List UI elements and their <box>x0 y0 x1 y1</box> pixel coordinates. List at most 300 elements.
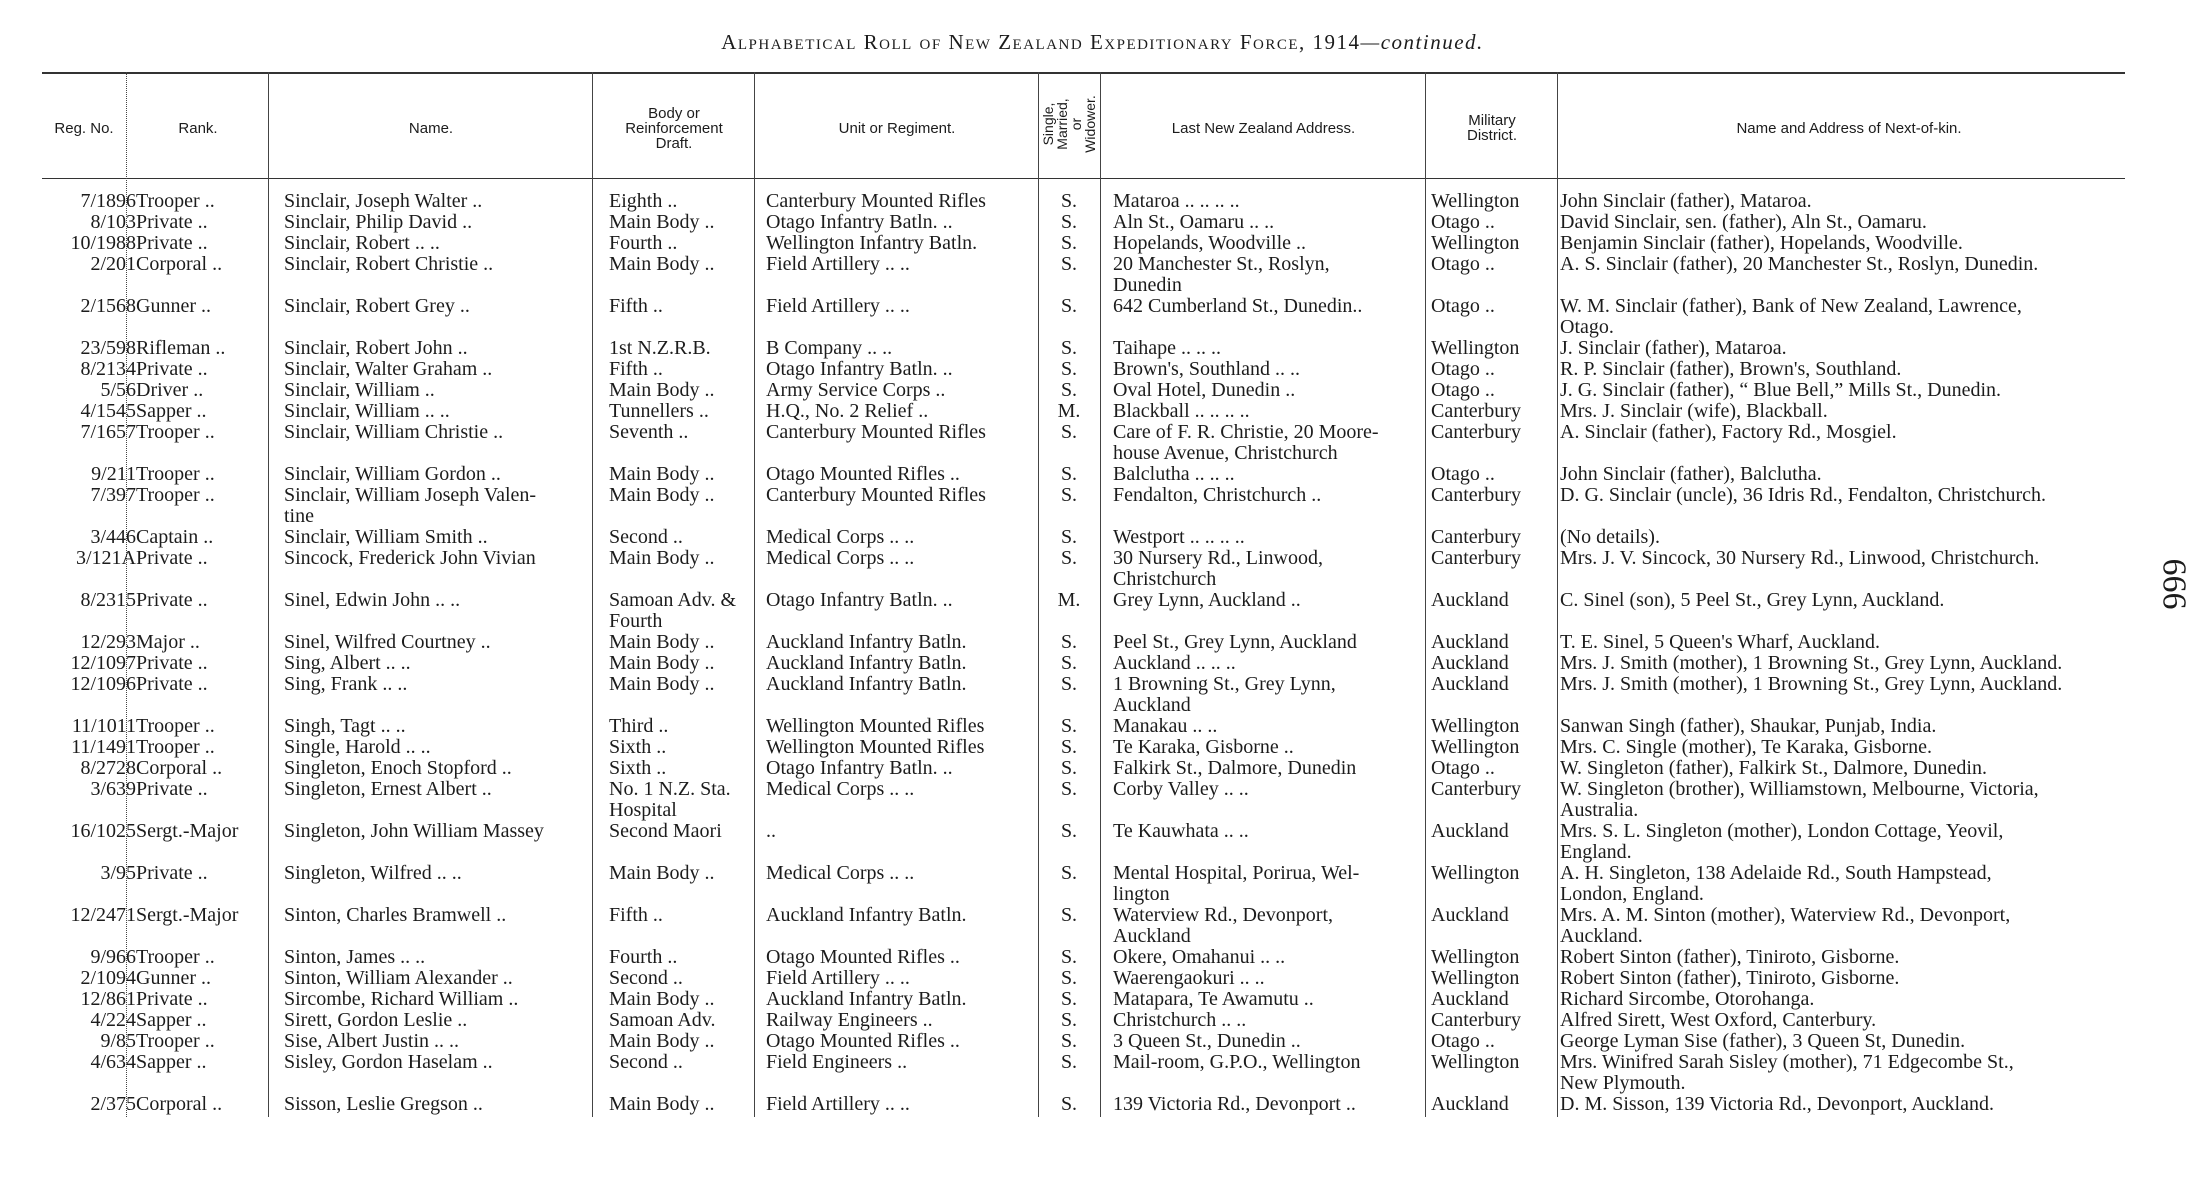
header-bottom-rule <box>42 178 2125 179</box>
cell-rank: Trooper .. <box>136 715 215 737</box>
header-address: Last New Zealand Address. <box>1171 119 1356 137</box>
cell-body-draft: Main Body .. <box>609 484 715 506</box>
cell-body-draft: Sixth .. <box>609 736 667 758</box>
cell-reg-no: 16/1025 <box>70 820 136 842</box>
cell-next-of-kin: Mrs. J. Sinclair (wife), Blackball. <box>1560 400 1828 422</box>
cell-rank: Sapper .. <box>136 400 207 422</box>
cell-rank: Captain .. <box>136 526 214 548</box>
cell-name: Sinclair, Robert Christie .. <box>284 253 494 275</box>
cell-unit: Canterbury Mounted Rifles <box>766 190 986 212</box>
page-title-continued: —continued. <box>1360 30 1484 54</box>
cell-next-of-kin: Mrs. S. L. Singleton (mother), London Cottage, Yeovil, England. <box>1560 820 2004 863</box>
cell-unit: B Company .. .. <box>766 337 893 359</box>
cell-unit: Medical Corps .. .. <box>766 862 915 884</box>
cell-address: Oval Hotel, Dunedin .. <box>1113 379 1296 401</box>
cell-district: Otago .. <box>1431 1030 1495 1052</box>
cell-body-draft: Main Body .. <box>609 379 715 401</box>
cell-next-of-kin: Benjamin Sinclair (father), Hopelands, Woodville. <box>1560 232 1963 254</box>
cell-name: Singleton, Ernest Albert .. <box>284 778 492 800</box>
cell-rank: Sapper .. <box>136 1051 207 1073</box>
cell-next-of-kin: Mrs. C. Single (mother), Te Karaka, Gisborne. <box>1560 736 1933 758</box>
cell-address: Christchurch .. .. <box>1113 1009 1247 1031</box>
cell-body-draft: Second .. <box>609 967 683 989</box>
header-marital-status <box>1040 74 1098 174</box>
cell-next-of-kin: Alfred Sirett, West Oxford, Canterbury. <box>1560 1009 1877 1031</box>
cell-address: Blackball .. .. .. .. <box>1113 400 1250 422</box>
cell-next-of-kin: (No details). <box>1560 526 1660 548</box>
cell-rank: Corporal .. <box>136 757 223 779</box>
cell-district: Canterbury <box>1431 1009 1521 1031</box>
cell-unit: Otago Mounted Rifles .. <box>766 463 960 485</box>
cell-marital-status: S. <box>1060 820 1078 842</box>
cell-district: Auckland <box>1431 589 1509 611</box>
cell-next-of-kin: A. S. Sinclair (father), 20 Manchester St., Roslyn, Dunedin. <box>1560 253 2039 275</box>
cell-rank: Major .. <box>136 631 200 653</box>
cell-reg-no: 12/861 <box>80 988 136 1010</box>
header-name: Name. <box>408 119 454 137</box>
cell-reg-no: 3/95 <box>100 862 136 884</box>
cell-unit: Auckland Infantry Batln. <box>766 631 967 653</box>
cell-marital-status: S. <box>1060 1051 1078 1073</box>
header-next-of-kin: Name and Address of Next-of-kin. <box>1736 119 1962 137</box>
cell-address: Fendalton, Christchurch .. <box>1113 484 1322 506</box>
cell-body-draft: Main Body .. <box>609 673 715 695</box>
cell-reg-no: 12/293 <box>80 631 136 653</box>
cell-marital-status: S. <box>1060 736 1078 758</box>
cell-rank: Gunner .. <box>136 295 211 317</box>
cell-reg-no: 23/598 <box>80 337 136 359</box>
cell-district: Auckland <box>1431 631 1509 653</box>
table-row <box>0 1052 2205 1092</box>
cell-reg-no: 7/1896 <box>80 190 136 212</box>
cell-name: Sinton, James .. .. <box>284 946 426 968</box>
cell-body-draft: Eighth .. <box>609 190 678 212</box>
cell-rank: Trooper .. <box>136 190 215 212</box>
cell-rank: Private .. <box>136 589 208 611</box>
cell-body-draft: Main Body .. <box>609 652 715 674</box>
cell-address: Auckland .. .. .. <box>1113 652 1236 674</box>
cell-address: Peel St., Grey Lynn, Auckland <box>1113 631 1357 653</box>
cell-name: Sirett, Gordon Leslie .. <box>284 1009 468 1031</box>
cell-district: Canterbury <box>1431 778 1521 800</box>
cell-unit: Canterbury Mounted Rifles <box>766 484 986 506</box>
table-row <box>0 1094 2205 1134</box>
cell-next-of-kin: Mrs. J. Smith (mother), 1 Browning St., Grey Lynn, Auckland. <box>1560 652 2063 674</box>
cell-name: Singleton, Wilfred .. .. <box>284 862 462 884</box>
cell-name: Sinclair, William Gordon .. <box>284 463 501 485</box>
cell-address: 642 Cumberland St., Dunedin.. <box>1113 295 1363 317</box>
cell-address: Brown's, Southland .. .. <box>1113 358 1300 380</box>
cell-rank: Private .. <box>136 211 208 233</box>
cell-unit: Auckland Infantry Batln. <box>766 652 967 674</box>
table-row <box>0 674 2205 714</box>
cell-name: Sinclair, Joseph Walter .. <box>284 190 483 212</box>
cell-next-of-kin: W. M. Sinclair (father), Bank of New Zealand, Lawrence, Otago. <box>1560 295 2022 338</box>
cell-body-draft: Fifth .. <box>609 295 663 317</box>
cell-marital-status: S. <box>1060 778 1078 800</box>
cell-rank: Sapper .. <box>136 1009 207 1031</box>
cell-body-draft: Tunnellers .. <box>609 400 709 422</box>
cell-body-draft: Main Body .. <box>609 211 715 233</box>
cell-address: Care of F. R. Christie, 20 Moore- house Avenue, Christchurch <box>1113 421 1379 464</box>
cell-next-of-kin: Mrs. J. V. Sincock, 30 Nursery Rd., Linwood, Christchurch. <box>1560 547 2040 569</box>
cell-unit: Medical Corps .. .. <box>766 526 915 548</box>
cell-unit: Otago Infantry Batln. .. <box>766 757 953 779</box>
cell-rank: Driver .. <box>136 379 204 401</box>
cell-next-of-kin: W. Singleton (brother), Williamstown, Melbourne, Victoria, Australia. <box>1560 778 2039 821</box>
cell-district: Wellington <box>1431 946 1520 968</box>
cell-district: Otago .. <box>1431 358 1495 380</box>
cell-address: Waerengaokuri .. .. <box>1113 967 1265 989</box>
cell-reg-no: 7/1657 <box>80 421 136 443</box>
cell-marital-status: S. <box>1060 652 1078 674</box>
header-unit: Unit or Regiment. <box>838 119 956 137</box>
cell-reg-no: 2/201 <box>90 253 136 275</box>
cell-marital-status: S. <box>1060 547 1078 569</box>
cell-unit: Otago Infantry Batln. .. <box>766 358 953 380</box>
cell-next-of-kin: A. H. Singleton, 138 Adelaide Rd., South Hampstead, London, England. <box>1560 862 1992 905</box>
cell-reg-no: 2/1094 <box>80 967 136 989</box>
cell-reg-no: 4/224 <box>90 1009 136 1031</box>
cell-marital-status: M. <box>1057 589 1081 611</box>
cell-rank: Corporal .. <box>136 1093 223 1115</box>
cell-name: Singh, Tagt .. .. <box>284 715 406 737</box>
cell-address: Te Karaka, Gisborne .. <box>1113 736 1294 758</box>
cell-marital-status: S. <box>1060 295 1078 317</box>
cell-address: Taihape .. .. .. <box>1113 337 1222 359</box>
cell-name: Singleton, Enoch Stopford .. <box>284 757 512 779</box>
cell-address: Mail-room, G.P.O., Wellington <box>1113 1051 1361 1073</box>
cell-next-of-kin: David Sinclair, sen. (father), Aln St., Oamaru. <box>1560 211 1927 233</box>
cell-next-of-kin: Robert Sinton (father), Tiniroto, Gisborne. <box>1560 967 1900 989</box>
cell-unit: Wellington Mounted Rifles <box>766 715 985 737</box>
cell-district: Canterbury <box>1431 547 1521 569</box>
cell-name: Singleton, John William Massey <box>284 820 544 842</box>
cell-district: Otago .. <box>1431 379 1495 401</box>
cell-unit: Wellington Infantry Batln. <box>766 232 978 254</box>
cell-reg-no: 11/1491 <box>71 736 136 758</box>
header-district: Military District. <box>1467 112 1517 144</box>
cell-next-of-kin: John Sinclair (father), Balclutha. <box>1560 463 1822 485</box>
cell-marital-status: S. <box>1060 967 1078 989</box>
cell-name: Sinclair, Walter Graham .. <box>284 358 493 380</box>
cell-district: Wellington <box>1431 715 1520 737</box>
cell-reg-no: 3/121A <box>76 547 136 569</box>
cell-name: Sing, Albert .. .. <box>284 652 411 674</box>
cell-marital-status: S. <box>1060 190 1078 212</box>
cell-address: 1 Browning St., Grey Lynn, Auckland <box>1113 673 1336 716</box>
cell-name: Sise, Albert Justin .. .. <box>284 1030 460 1052</box>
cell-rank: Private .. <box>136 547 208 569</box>
cell-district: Canterbury <box>1431 421 1521 443</box>
cell-marital-status: S. <box>1060 421 1078 443</box>
cell-body-draft: Main Body .. <box>609 862 715 884</box>
cell-district: Auckland <box>1431 904 1509 926</box>
cell-reg-no: 8/2315 <box>80 589 136 611</box>
cell-rank: Trooper .. <box>136 1030 215 1052</box>
table-row <box>0 485 2205 525</box>
cell-name: Sircombe, Richard William .. <box>284 988 519 1010</box>
cell-address: Waterview Rd., Devonport, Auckland <box>1113 904 1333 947</box>
cell-district: Canterbury <box>1431 526 1521 548</box>
cell-name: Sinclair, Robert .. .. <box>284 232 440 254</box>
cell-address: Okere, Omahanui .. .. <box>1113 946 1286 968</box>
cell-district: Canterbury <box>1431 400 1521 422</box>
cell-name: Single, Harold .. .. <box>284 736 431 758</box>
cell-unit: Otago Mounted Rifles .. <box>766 1030 960 1052</box>
cell-next-of-kin: Richard Sircombe, Otorohanga. <box>1560 988 1815 1010</box>
cell-rank: Private .. <box>136 778 208 800</box>
cell-next-of-kin: R. P. Sinclair (father), Brown's, Southland. <box>1560 358 1902 380</box>
cell-address: Balclutha .. .. .. <box>1113 463 1235 485</box>
cell-district: Wellington <box>1431 232 1520 254</box>
cell-next-of-kin: John Sinclair (father), Mataroa. <box>1560 190 1812 212</box>
cell-address: Mataroa .. .. .. .. <box>1113 190 1240 212</box>
cell-district: Canterbury <box>1431 484 1521 506</box>
cell-name: Sing, Frank .. .. <box>284 673 408 695</box>
cell-next-of-kin: W. Singleton (father), Falkirk St., Dalmore, Dunedin. <box>1560 757 1987 779</box>
cell-marital-status: S. <box>1060 232 1078 254</box>
cell-next-of-kin: Robert Sinton (father), Tiniroto, Gisborne. <box>1560 946 1900 968</box>
cell-district: Wellington <box>1431 190 1520 212</box>
cell-marital-status: S. <box>1060 1009 1078 1031</box>
page-number: 666 <box>2155 558 2193 610</box>
cell-reg-no: 11/1011 <box>71 715 136 737</box>
cell-unit: Field Artillery .. .. <box>766 295 910 317</box>
cell-next-of-kin: J. G. Sinclair (father), “ Blue Bell,” Mills St., Dunedin. <box>1560 379 2002 401</box>
cell-district: Wellington <box>1431 736 1520 758</box>
cell-unit: Otago Infantry Batln. .. <box>766 211 953 233</box>
cell-name: Sinclair, Robert Grey .. <box>284 295 470 317</box>
cell-reg-no: 9/966 <box>90 946 136 968</box>
cell-body-draft: No. 1 N.Z. Sta. Hospital <box>609 778 731 821</box>
cell-name: Sisson, Leslie Gregson .. <box>284 1093 483 1115</box>
cell-address: Falkirk St., Dalmore, Dunedin <box>1113 757 1357 779</box>
cell-rank: Corporal .. <box>136 253 223 275</box>
cell-body-draft: Main Body .. <box>609 1030 715 1052</box>
cell-district: Wellington <box>1431 967 1520 989</box>
cell-unit: Field Artillery .. .. <box>766 967 910 989</box>
table-row <box>0 779 2205 819</box>
cell-rank: Private .. <box>136 652 208 674</box>
cell-reg-no: 12/1096 <box>70 673 136 695</box>
cell-reg-no: 8/2728 <box>80 757 136 779</box>
cell-rank: Trooper .. <box>136 484 215 506</box>
cell-next-of-kin: D. G. Sinclair (uncle), 36 Idris Rd., Fendalton, Christchurch. <box>1560 484 2047 506</box>
cell-reg-no: 9/211 <box>91 463 136 485</box>
cell-address: Hopelands, Woodville .. <box>1113 232 1306 254</box>
cell-body-draft: Main Body .. <box>609 631 715 653</box>
cell-reg-no: 8/103 <box>90 211 136 233</box>
cell-marital-status: S. <box>1060 463 1078 485</box>
cell-district: Auckland <box>1431 820 1509 842</box>
cell-rank: Trooper .. <box>136 463 215 485</box>
cell-district: Auckland <box>1431 988 1509 1010</box>
cell-name: Sinclair, William .. <box>284 379 435 401</box>
cell-unit: Field Artillery .. .. <box>766 1093 910 1115</box>
cell-rank: Trooper .. <box>136 946 215 968</box>
table-row <box>0 296 2205 336</box>
header-marital-status-label: Single, Married, or Widower. <box>1040 95 1098 153</box>
cell-name: Sinclair, Robert John .. <box>284 337 468 359</box>
cell-marital-status: S. <box>1060 526 1078 548</box>
cell-name: Sinel, Wilfred Courtney .. <box>284 631 491 653</box>
cell-reg-no: 12/2471 <box>70 904 136 926</box>
cell-unit: Auckland Infantry Batln. <box>766 904 967 926</box>
cell-reg-no: 10/1988 <box>70 232 136 254</box>
cell-body-draft: Fourth .. <box>609 232 678 254</box>
cell-next-of-kin: Sanwan Singh (father), Shaukar, Punjab, India. <box>1560 715 1937 737</box>
cell-body-draft: Samoan Adv. & Fourth <box>609 589 737 632</box>
cell-marital-status: S. <box>1060 253 1078 275</box>
page-title-main: Alphabetical Roll of New Zealand Expeditionary Force, 1914 <box>721 30 1361 54</box>
cell-marital-status: S. <box>1060 211 1078 233</box>
cell-marital-status: S. <box>1060 715 1078 737</box>
cell-marital-status: S. <box>1060 946 1078 968</box>
cell-unit: .. <box>766 820 776 842</box>
cell-marital-status: S. <box>1060 358 1078 380</box>
cell-rank: Private .. <box>136 862 208 884</box>
cell-district: Auckland <box>1431 673 1509 695</box>
cell-marital-status: S. <box>1060 337 1078 359</box>
cell-unit: Wellington Mounted Rifles <box>766 736 985 758</box>
header-rank: Rank. <box>178 119 218 137</box>
cell-next-of-kin: Mrs. J. Smith (mother), 1 Browning St., Grey Lynn, Auckland. <box>1560 673 2063 695</box>
cell-next-of-kin: Mrs. Winifred Sarah Sisley (mother), 71 Edgecombe St., New Plymouth. <box>1560 1051 2014 1094</box>
cell-unit: Railway Engineers .. <box>766 1009 933 1031</box>
cell-body-draft: Main Body .. <box>609 547 715 569</box>
cell-body-draft: Third .. <box>609 715 669 737</box>
table-row <box>0 821 2205 861</box>
cell-marital-status: S. <box>1060 673 1078 695</box>
cell-unit: Otago Mounted Rifles .. <box>766 946 960 968</box>
cell-body-draft: Main Body .. <box>609 1093 715 1115</box>
cell-body-draft: Second Maori <box>609 820 722 842</box>
cell-unit: Medical Corps .. .. <box>766 778 915 800</box>
cell-body-draft: Second .. <box>609 1051 683 1073</box>
cell-name: Sinton, Charles Bramwell .. <box>284 904 507 926</box>
header-reg-no: Reg. No. <box>54 119 114 137</box>
cell-body-draft: Fifth .. <box>609 358 663 380</box>
cell-body-draft: Main Body .. <box>609 463 715 485</box>
cell-district: Wellington <box>1431 337 1520 359</box>
cell-unit: Auckland Infantry Batln. <box>766 988 967 1010</box>
cell-name: Sisley, Gordon Haselam .. <box>284 1051 493 1073</box>
cell-next-of-kin: T. E. Sinel, 5 Queen's Wharf, Auckland. <box>1560 631 1881 653</box>
cell-body-draft: Seventh .. <box>609 421 689 443</box>
header-body-draft: Body or Reinforcement Draft. <box>625 104 723 152</box>
cell-name: Sinton, William Alexander .. <box>284 967 513 989</box>
cell-district: Otago .. <box>1431 463 1495 485</box>
table-row <box>0 548 2205 588</box>
cell-marital-status: S. <box>1060 988 1078 1010</box>
cell-rank: Sergt.-Major <box>136 904 239 926</box>
cell-reg-no: 4/634 <box>90 1051 136 1073</box>
cell-body-draft: Samoan Adv. <box>609 1009 716 1031</box>
cell-next-of-kin: J. Sinclair (father), Mataroa. <box>1560 337 1787 359</box>
cell-reg-no: 7/397 <box>90 484 136 506</box>
cell-reg-no: 9/85 <box>100 1030 136 1052</box>
cell-marital-status: S. <box>1060 862 1078 884</box>
cell-next-of-kin: C. Sinel (son), 5 Peel St., Grey Lynn, Auckland. <box>1560 589 1945 611</box>
cell-marital-status: S. <box>1060 379 1078 401</box>
cell-name: Sincock, Frederick John Vivian <box>284 547 536 569</box>
cell-body-draft: Main Body .. <box>609 253 715 275</box>
cell-name: Sinel, Edwin John .. .. <box>284 589 461 611</box>
cell-district: Auckland <box>1431 652 1509 674</box>
cell-marital-status: S. <box>1060 904 1078 926</box>
cell-unit: Auckland Infantry Batln. <box>766 673 967 695</box>
cell-unit: Field Artillery .. .. <box>766 253 910 275</box>
cell-address: 20 Manchester St., Roslyn, Dunedin <box>1113 253 1330 296</box>
cell-rank: Private .. <box>136 358 208 380</box>
cell-reg-no: 12/1097 <box>70 652 136 674</box>
cell-body-draft: Main Body .. <box>609 988 715 1010</box>
cell-body-draft: Second .. <box>609 526 683 548</box>
cell-next-of-kin: D. M. Sisson, 139 Victoria Rd., Devonport, Auckland. <box>1560 1093 1994 1115</box>
table-row <box>0 422 2205 462</box>
cell-unit: Canterbury Mounted Rifles <box>766 421 986 443</box>
cell-name: Sinclair, William .. .. <box>284 400 450 422</box>
cell-reg-no: 5/56 <box>100 379 136 401</box>
cell-next-of-kin: Mrs. A. M. Sinton (mother), Waterview Rd., Devonport, Auckland. <box>1560 904 2011 947</box>
cell-district: Wellington <box>1431 1051 1520 1073</box>
cell-marital-status: S. <box>1060 757 1078 779</box>
cell-address: 139 Victoria Rd., Devonport .. <box>1113 1093 1356 1115</box>
cell-marital-status: M. <box>1057 400 1081 422</box>
cell-unit: Field Engineers .. <box>766 1051 908 1073</box>
table-row <box>0 863 2205 903</box>
cell-rank: Sergt.-Major <box>136 820 239 842</box>
cell-address: Manakau .. .. <box>1113 715 1218 737</box>
cell-marital-status: S. <box>1060 1093 1078 1115</box>
cell-name: Sinclair, William Joseph Valen- tine <box>284 484 537 527</box>
cell-address: Matapara, Te Awamutu .. <box>1113 988 1314 1010</box>
cell-address: Te Kauwhata .. .. <box>1113 820 1249 842</box>
table-row <box>0 905 2205 945</box>
cell-unit: Army Service Corps .. <box>766 379 946 401</box>
cell-district: Otago .. <box>1431 253 1495 275</box>
page-title <box>0 30 2205 55</box>
cell-rank: Rifleman .. <box>136 337 226 359</box>
cell-rank: Private .. <box>136 232 208 254</box>
cell-unit: Medical Corps .. .. <box>766 547 915 569</box>
table-row <box>0 590 2205 630</box>
cell-next-of-kin: George Lyman Sise (father), 3 Queen St, Dunedin. <box>1560 1030 1966 1052</box>
cell-marital-status: S. <box>1060 484 1078 506</box>
cell-reg-no: 3/446 <box>90 526 136 548</box>
cell-reg-no: 8/2134 <box>80 358 136 380</box>
cell-district: Auckland <box>1431 1093 1509 1115</box>
cell-rank: Gunner .. <box>136 967 211 989</box>
cell-district: Otago .. <box>1431 295 1495 317</box>
cell-next-of-kin: A. Sinclair (father), Factory Rd., Mosgiel. <box>1560 421 1897 443</box>
cell-reg-no: 4/1545 <box>80 400 136 422</box>
table-row <box>0 254 2205 294</box>
cell-district: Otago .. <box>1431 211 1495 233</box>
cell-address: 30 Nursery Rd., Linwood, Christchurch <box>1113 547 1323 590</box>
cell-rank: Private .. <box>136 988 208 1010</box>
cell-reg-no: 2/1568 <box>80 295 136 317</box>
cell-body-draft: 1st N.Z.R.B. <box>609 337 711 359</box>
cell-unit: H.Q., No. 2 Relief .. <box>766 400 929 422</box>
cell-body-draft: Fifth .. <box>609 904 663 926</box>
cell-address: Corby Valley .. .. <box>1113 778 1249 800</box>
cell-reg-no: 3/639 <box>90 778 136 800</box>
cell-name: Sinclair, Philip David .. <box>284 211 473 233</box>
cell-rank: Trooper .. <box>136 421 215 443</box>
cell-address: 3 Queen St., Dunedin .. <box>1113 1030 1301 1052</box>
